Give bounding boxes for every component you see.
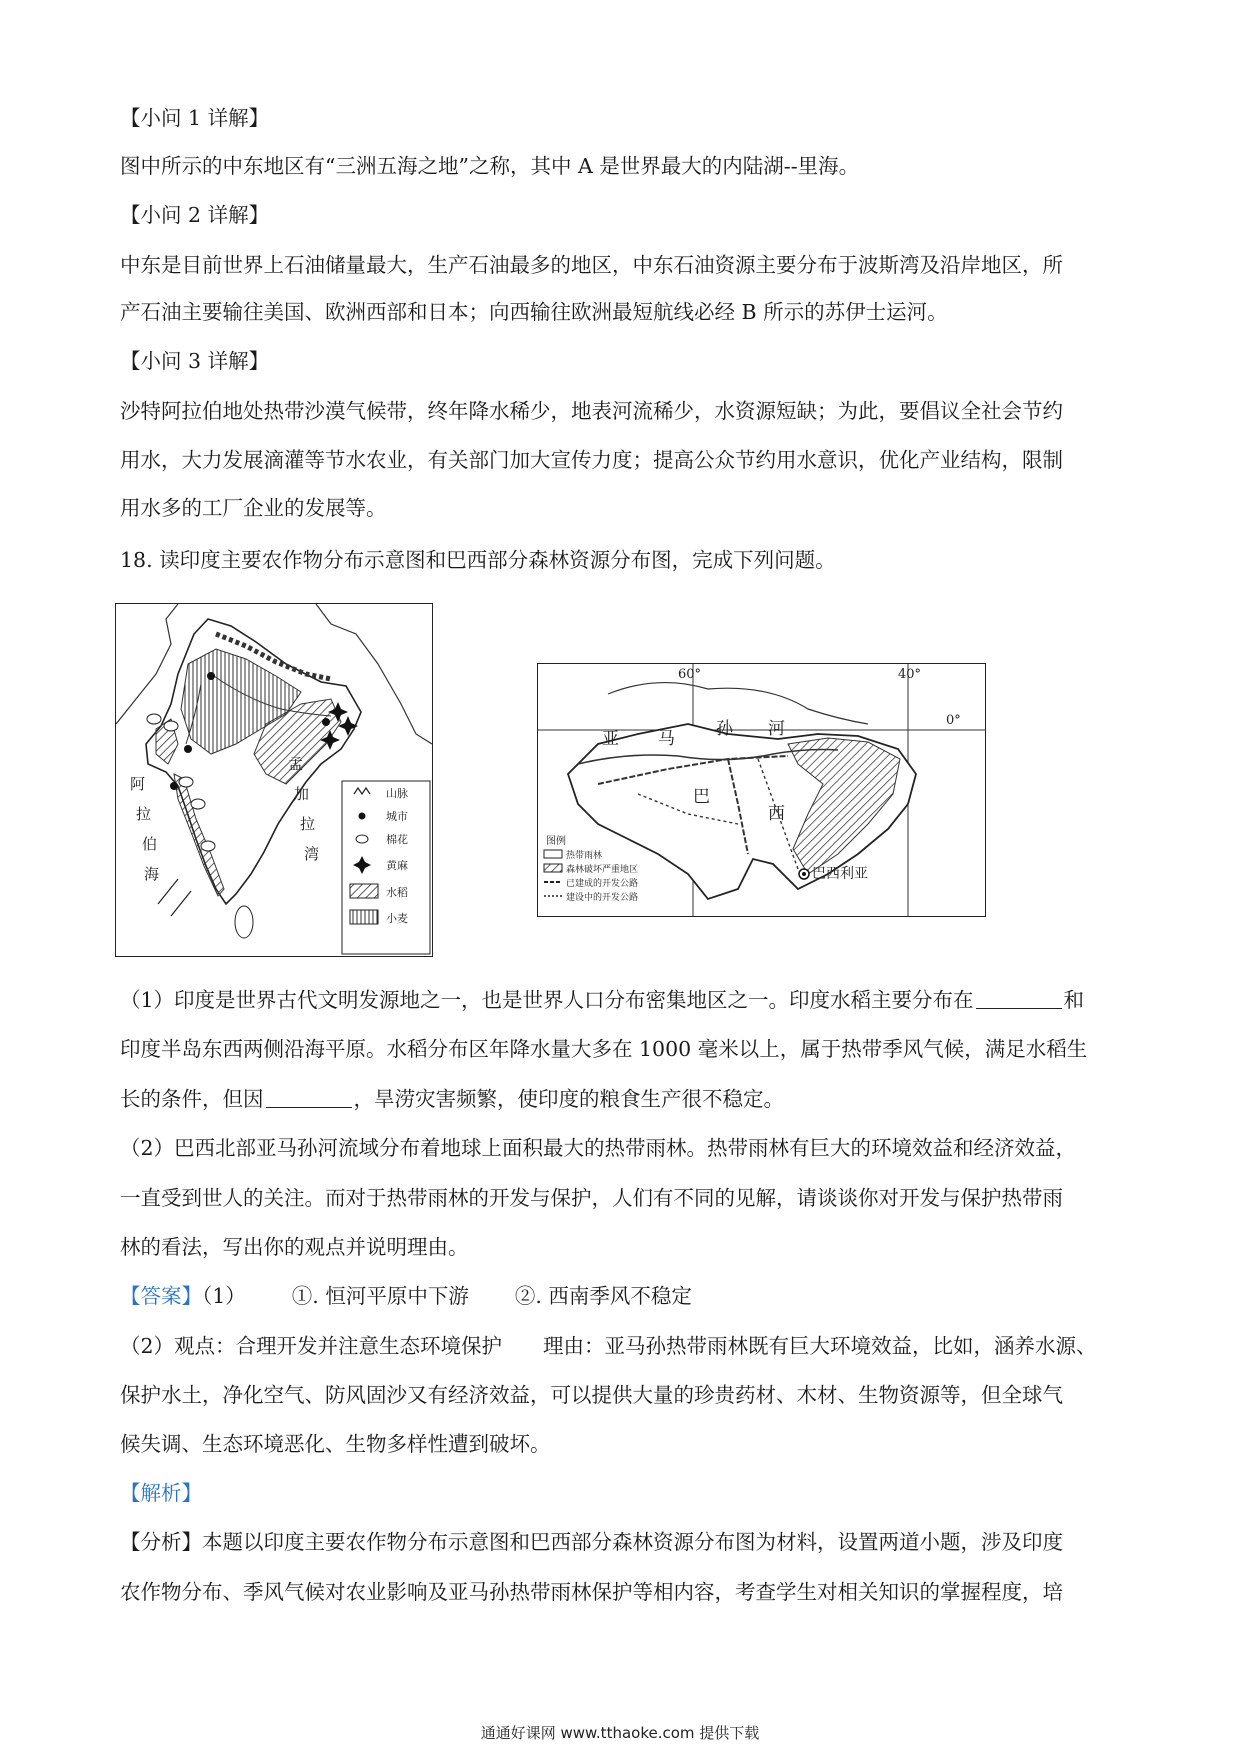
answer-label: 【答案】 bbox=[120, 1284, 202, 1308]
legend-built-road: 已建成的开发公路 bbox=[566, 879, 639, 889]
legend-rice: 水稻 bbox=[386, 886, 408, 899]
legend-jute: 黄麻 bbox=[386, 859, 408, 872]
analysis-line2: 农作物分布、季风气候对农业影响及亚马孙热带雨林保护等相内容，考查学生对相关知识的掌握程度，培 bbox=[120, 1580, 1063, 1604]
legend-wheat: 小麦 bbox=[386, 912, 408, 925]
q1-text: 图中所示的中东地区有“三洲五海之地”之称，其中 A 是世界最大的内陆湖--里海。 bbox=[120, 154, 860, 178]
india-legend bbox=[342, 781, 430, 954]
page-footer: 通通好课网 www.tthaoke.com 提供下载 bbox=[480, 1724, 760, 1742]
q2-text-line1: 中东是目前世界上石油储量最大，生产石油最多的地区，中东石油资源主要分布于波斯湾及沿岸地区，所 bbox=[120, 253, 1063, 277]
answer-1: ①. 恒河平原中下游 bbox=[291, 1284, 469, 1308]
q18-part1-line3: 长的条件，但因 ，旱涝灾害频繁，使印度的粮食生产很不稳定。 bbox=[120, 1087, 784, 1111]
analysis-head: 【分析】 bbox=[120, 1530, 202, 1554]
q18-part2-line3: 林的看法，写出你的观点并说明理由。 bbox=[120, 1235, 469, 1259]
q3-text-line3: 用水多的工厂企业的发展等。 bbox=[120, 496, 387, 520]
india-outline bbox=[146, 619, 361, 904]
label-arabian-3: 伯 bbox=[142, 835, 158, 853]
legend-mountain: 山脉 bbox=[386, 787, 408, 800]
answer-2: ②. 西南季风不稳定 bbox=[514, 1284, 692, 1308]
label-ma: 马 bbox=[658, 729, 675, 749]
brazil-forest-map bbox=[537, 663, 986, 917]
label-he: 河 bbox=[768, 719, 785, 739]
q3-text-line2: 用水，大力发展滴灌等节水农业，有关部门加大宣传力度；提高公众节约用水意识，优化产业结构，限制 bbox=[120, 448, 1063, 472]
label-xi: 西 bbox=[768, 804, 785, 824]
blank-2 bbox=[266, 1087, 352, 1108]
q1-heading: 【小问 1 详解】 bbox=[120, 106, 270, 130]
analysis-label: 【解析】 bbox=[120, 1481, 202, 1505]
question-18-title: 18. 读印度主要农作物分布示意图和巴西部分森林资源分布图，完成下列问题。 bbox=[120, 548, 836, 572]
lon-60-label: 60° bbox=[678, 667, 702, 682]
legend-cotton: 棉花 bbox=[386, 833, 408, 846]
equator-label: 0° bbox=[946, 713, 961, 728]
label-arabian-2: 拉 bbox=[136, 805, 152, 823]
answer-line: 【答案】（1） ①. 恒河平原中下游 ②. 西南季风不稳定 bbox=[120, 1284, 692, 1308]
q3-text-line1: 沙特阿拉伯地处热带沙漠气候带，终年降水稀少，地表河流稀少，水资源短缺；为此，要倡议全社会节约 bbox=[120, 399, 1063, 423]
answer-part2-line1: （2）观点：合理开发并注意生态环境保护 理由：亚马孙热带雨林既有巨大环境效益，比如，涵养水源、 bbox=[120, 1334, 1097, 1358]
q2-text-line2: 产石油主要输往美国、欧洲西部和日本；向西输往欧洲最短航线必经 B 所示的苏伊士运河。 bbox=[120, 300, 948, 324]
brazil-legend bbox=[544, 834, 638, 903]
q2-heading: 【小问 2 详解】 bbox=[120, 203, 270, 227]
q18-part2-line1: （2）巴西北部亚马孙河流域分布着地球上面积最大的热带雨林。热带雨林有巨大的环境效益和经济效益， bbox=[120, 1136, 1077, 1160]
label-bengal-4: 湾 bbox=[304, 845, 320, 863]
lon-40-label: 40° bbox=[898, 667, 922, 682]
label-bengal-1: 孟 bbox=[288, 755, 304, 773]
q18-part1-line2: 印度半岛东西两侧沿海平原。水稻分布区年降水量大多在 1000 毫米以上，属于热带季风气候，满足水稻生 bbox=[120, 1037, 1088, 1061]
label-bengal-2: 加 bbox=[294, 785, 310, 803]
legend-rainforest: 热带雨林 bbox=[566, 851, 603, 861]
label-ba: 巴 bbox=[693, 787, 710, 807]
analysis-line1: 【分析】本题以印度主要农作物分布示意图和巴西部分森林资源分布图为材料，设置两道小题，涉及印度 bbox=[120, 1530, 1063, 1554]
legend-city: 城市 bbox=[386, 810, 408, 823]
label-brasilia: 巴西利亚 bbox=[812, 866, 868, 882]
answer-part2-line3: 候失调、生态环境恶化、生物多样性遭到破坏。 bbox=[120, 1432, 551, 1456]
legend-deforested: 森林破坏严重地区 bbox=[566, 865, 639, 875]
legend-planned-road: 建设中的开发公路 bbox=[566, 893, 639, 903]
india-crop-map bbox=[115, 603, 433, 957]
q18-part1-line1: （1）印度是世界古代文明发源地之一，也是世界人口分布密集地区之一。印度水稻主要分布在 和 bbox=[120, 988, 1085, 1012]
q18-part2-line2: 一直受到世人的关注。而对于热带雨林的开发与保护，人们有不同的见解，请谈谈你对开发与保护热带雨 bbox=[120, 1186, 1063, 1210]
label-arabian-4: 海 bbox=[144, 865, 160, 883]
label-sun: 孙 bbox=[716, 719, 733, 739]
label-ya: 亚 bbox=[602, 729, 619, 749]
label-bengal-3: 拉 bbox=[300, 815, 316, 833]
label-arabian-1: 阿 bbox=[130, 775, 146, 793]
answer-part2-line2: 保护水土，净化空气、防风固沙又有经济效益，可以提供大量的珍贵药材、木材、生物资源等，但全球气 bbox=[120, 1383, 1063, 1407]
q3-heading: 【小问 3 详解】 bbox=[120, 349, 270, 373]
blank-1 bbox=[976, 988, 1062, 1009]
legend-title: 图例 bbox=[546, 836, 566, 847]
